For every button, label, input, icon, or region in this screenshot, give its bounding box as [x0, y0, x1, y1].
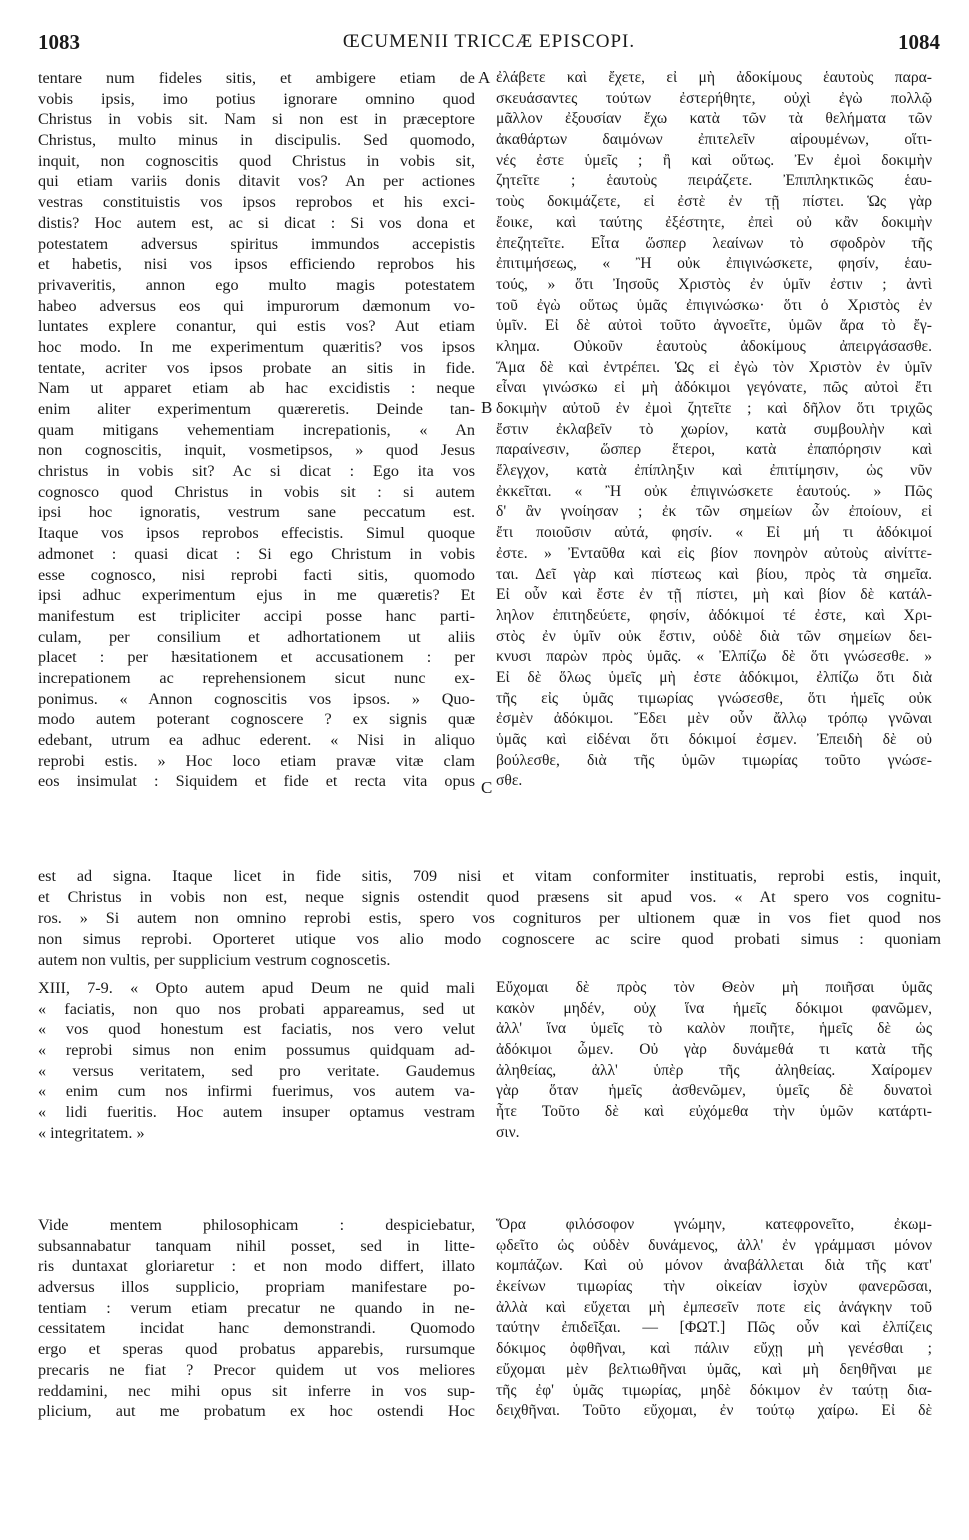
- text-line: Ὅρα φιλόσοφον γνώμην, κατεφρονεῖτο, ἐκωμ-: [496, 1216, 932, 1233]
- latin-column-section-1: [38, 68, 475, 792]
- text-line: tentare num fideles sitis, et ambigere etiam de: [38, 69, 475, 87]
- text-line: enim aliter experimentum quæreretis. Deinde tan-: [38, 400, 475, 418]
- running-title: ŒCUMENII TRICCÆ EPISCOPI.: [342, 31, 636, 52]
- text-line: ἐκκεῖται. « Ἢ οὐκ ἐπιγινώσκετε ἑαυτούς. » Πῶς: [496, 482, 932, 500]
- text-line: edebant, utrum ea adhuc ederent. « Nisi in aliquo: [38, 731, 475, 749]
- text-line: ἐπιτιμήσεως, « Ἢ οὐκ ἐπιγινώσκετε, φησίν, ἑαυ-: [496, 255, 932, 273]
- text-line: reddamini, nec mihi opus sit inferre in vos sup-: [38, 1381, 475, 1400]
- full-width-text: [38, 866, 941, 971]
- text-line: et habetis, nisi vos ipsos efficiendo reprobos his: [38, 255, 475, 274]
- text-line: τῆς εἰς ὑμᾶς τιμωρίας γνώσεσθε, ὅτι ἡμεῖς οὐκ: [496, 689, 932, 707]
- page-number-left: 1083: [38, 30, 80, 54]
- text-line: hoc modo. In me experimentum quæritis? vos ipsos: [38, 337, 475, 356]
- page-number-right: 1084: [898, 30, 940, 54]
- text-line: admonet : quasi dicat : Si ego Christum in vobis: [38, 544, 475, 563]
- text-line: tentate, acriter vos ipsos probate an sitis in fide.: [38, 358, 475, 377]
- text-line: autem non vultis, per supplicium vestrum cognoscetis.: [38, 951, 391, 969]
- text-line: ζητεῖτε ; ἑαυτοὺς πειράζετε. Ἐπιπληκτικῶς ἑαυ-: [496, 172, 932, 190]
- text-line: στὸς ἐν ὑμῖν οὐκ ἔστιν, οὐδὲ διὰ τῶν σημείων δει-: [496, 627, 932, 645]
- text-line: manifestum est tripliciter accipi posse hanc parti-: [38, 606, 475, 625]
- text-line: culam, per consilium et adhortationem ut aliis: [38, 627, 475, 646]
- text-line: precaris ne fiat ? Precor quidem ut vos meliores: [38, 1360, 475, 1379]
- text-line: Christus, multo minus in discipulis. Sed quomodo,: [38, 131, 475, 150]
- text-line: esse cognosco, nisi reprobi facti sitis, quomodo: [38, 565, 475, 584]
- text-line: ἐστε. » Ἐνταῦθα καὶ εἰς βίον πονηρὸν αὐτοὺς αἰνίττε-: [496, 544, 932, 562]
- margin-marker-b: B: [481, 398, 493, 417]
- text-line: παραίνεσιν, ὥσπερ ἕτεροι, κατὰ ἐπαπόρησιν καὶ: [496, 441, 932, 459]
- text-line: ἔλεγχον, κατὰ ἐπίπληξιν καὶ ἐπιτίμησιν, ὡς νῦν: [496, 462, 932, 480]
- text-line: κλημα. Οὐκοῦν ἑαυτοὺς ἀδοκίμους ἀπειργάσασθε.: [496, 337, 932, 355]
- text-line: ris duntaxat gloriaretur : et non modo differt, illato: [38, 1257, 475, 1276]
- text-line: βούλεσθε, διὰ τῆς ὑμῶν τιμωρίας τοῦτο γνώσε-: [496, 751, 932, 769]
- text-line: vestras constituistis vos ipsos reprobos et his exci-: [38, 193, 475, 212]
- text-line: γὰρ ὅταν ἡμεῖς ἀσθενῶμεν, ὑμεῖς δὲ δυνατοὶ: [496, 1082, 932, 1100]
- text-line: τούς, » ὅτι Ἰησοῦς Χριστὸς ἐν ὑμῖν ἐστιν ; ἀντὶ: [496, 275, 932, 293]
- text-line: ὑμῖν. Εἰ δὲ αὐτοὶ τοῦτο ἀγνοεῖτε, ὑμῶν ἄρα τὸ ἔγ-: [496, 317, 932, 335]
- text-line: ponimus. « Annon cognoscitis vos ipsos. » Quo-: [38, 689, 475, 708]
- text-line: non simus reprobi. Oporteret utique vos alio modo cognoscere ac scire quod probati simus : quoniam: [38, 930, 941, 948]
- text-line: « enim cum nos infirmi fuerimus, vos autem va-: [38, 1082, 475, 1101]
- text-line: ῳδεῖτο ὡς οὐδὲν δυνάμενος, ἀλλ' ἐν γράμμασι μόνον: [496, 1236, 932, 1254]
- greek-column-section-2: [496, 978, 932, 1144]
- latin-column-section-2: [38, 978, 475, 1144]
- text-line: δειχθῆναι. Τοῦτο εὔχομαι, ἐν τούτῳ χαίρω. Εἰ δὲ: [496, 1402, 932, 1420]
- text-line: et Christus in vobis non est, neque signis ostendit quod præsens sit apud vos. « At spero vos cognitu-: [38, 888, 941, 906]
- text-line: σθε.: [496, 772, 523, 790]
- text-line: cognosco quod Christus in vobis sit : si autem: [38, 482, 475, 501]
- text-line: Vide mentem philosophicam : despiciebatur,: [38, 1216, 475, 1234]
- text-line: ληλον ἐπιτηδεύετε, φησίν, ἀδόκιμοί τέ ἐστε, καὶ Χρι-: [496, 606, 932, 624]
- text-line: ἀλλ' ἵνα ὑμεῖς τὸ καλὸν ποιῆτε, ἡμεῖς δὲ ὡς: [496, 1020, 932, 1038]
- text-line: ἐσμὲν ἀδόκιμοι. Ἔδει μὲν οὖν ἄλλῳ τρόπῳ γνῶναι: [496, 710, 932, 728]
- text-line: modo autem poterant cognoscere ? ex signis quæ: [38, 710, 475, 729]
- text-line: σιν.: [496, 1123, 520, 1141]
- text-line: luntates explere conantur, qui estis vos? Aut etiam: [38, 317, 475, 336]
- text-line: ipsi hoc ignoratis, vestrum sane peccatum est.: [38, 503, 475, 522]
- text-line: εἶναι γινώσκω εἰ μὴ ἀδόκιμοι γεγόνατε, πῶς αὐτοὶ ἔτι: [496, 379, 932, 397]
- text-line: Εἰ οὖν καὶ ἔστε ἐν τῇ πίστει, μὴ καὶ βίον δὲ κατάλ-: [496, 586, 932, 604]
- text-line: adversus illos supplicio, propriam manifestare po-: [38, 1278, 475, 1297]
- text-line: qui etiam variis donis ditavit vos? An per actiones: [38, 172, 475, 191]
- text-line: habeo adversus eos qui impurorum dæmonum vo-: [38, 296, 475, 315]
- text-line: μᾶλλον ἐξουσίαν ἔχω κατὰ τῶν τὰ θελήματα τῶν: [496, 110, 932, 128]
- text-line: vobis ipsis, imo potius ignorare omnino quod: [38, 89, 475, 108]
- text-line: Εἰ δὲ ὅλως ὑμεῖς μὴ ἐστε ἀδόκιμοι, ἐλπίζω ὅτι διὰ: [496, 668, 932, 686]
- text-line: « faciatis, non quo nos probati appareamus, sed ut: [38, 999, 475, 1018]
- text-line: ἦτε Τοῦτο δὲ καὶ εὐχόμεθα τὴν ὑμῶν κατάρτι-: [496, 1103, 932, 1121]
- text-line: ἔοικε, καὶ ταύτης ἐξέστητε, ἐπεὶ οὐ κἂν δοκιμὴν: [496, 213, 932, 231]
- text-line: privaveritis, annon ego multo magis potestatem: [38, 275, 475, 294]
- text-line: ἐπεζητεῖτε. Εἶτα ὥσπερ λεαίνων τὸ σφοδρὸν τῆς: [496, 234, 932, 252]
- text-line: σκευάσαντες τούτων ἐστερήθητε, οὐχὶ ἐγὼ πολλῷ: [496, 89, 932, 107]
- greek-column-section-3: [496, 1215, 932, 1422]
- margin-marker-c: C: [481, 778, 493, 797]
- text-line: XIII, 7-9. « Opto autem apud Deum ne quid mali: [38, 979, 475, 997]
- text-line: ros. » Si autem non omnino reprobi estis, spero vos cogniturοs per ultionem quæ in vos fiet quod nos: [38, 909, 941, 927]
- text-line: tentiam : verum etiam precatur ne quando in ne-: [38, 1298, 475, 1317]
- text-line: Nam ut apparet etiam ab hac excidistis : neque: [38, 379, 475, 398]
- text-line: reprobi estis. » Hoc loco etiam pravæ vitæ clam: [38, 751, 475, 770]
- text-line: ἀληθείας, ἀλλ' ὑπὲρ τῆς ἀληθείας. Χαίρομεν: [496, 1061, 932, 1079]
- text-line: ταύτην ἐπιδεῖξαι. — [ΦΩΤ.] Πῶς οὖν καὶ ἐλπίζεις: [496, 1319, 932, 1337]
- text-line: ἔστιν ἐκλαβεῖν τὸ χωρίον, κατὰ συμβουλὴν καὶ: [496, 420, 932, 438]
- text-line: distis? Hoc autem est, ac si dicat : Si vos dona et: [38, 213, 475, 232]
- text-line: subsannabatur tanquam nihil posset, sed in litte-: [38, 1236, 475, 1255]
- text-line: τῆς ἐφ' ὑμᾶς τιμωρίας, μηδὲ δόκιμον ἐν ταύτῃ δια-: [496, 1381, 932, 1399]
- text-line: Εὔχομαι δὲ πρὸς τὸν Θεὸν μὴ ποιῆσαι ὑμᾶς: [496, 979, 932, 996]
- text-line: placet : per hæsitationem et accusationem : per: [38, 648, 475, 667]
- text-line: ἀκαθάρτων δαιμόνων ἐπιτελεῖν αἱρουμένων, οἵτι-: [496, 131, 932, 149]
- text-line: « integritatem. »: [38, 1123, 145, 1142]
- text-line: Ἅμα δὲ καὶ ἐντρέπει. Ὡς εἰ ἐγὼ τὸν Χριστὸν ἐν ὑμῖν: [496, 358, 932, 376]
- text-line: ergo et speras quod probatus apparebis, rursumque: [38, 1340, 475, 1359]
- text-line: κομπάζων. Καὶ οὐ μόνον ἀναβάλλεται διὰ τῆς κατ': [496, 1257, 932, 1275]
- text-line: Christus in vobis sit. Nam si non est in præceptore: [38, 110, 475, 129]
- text-line: « vos quod honestum est faciatis, nos vero velut: [38, 1020, 475, 1039]
- text-line: ἀδόκιμοι ὦμεν. Οὐ γὰρ δυνάμεθά τι κατὰ τῆς: [496, 1041, 932, 1059]
- text-line: ται. Δεῖ γὰρ καὶ πίστεως καὶ βίου, πρὸς τὰ σημεῖα.: [496, 565, 932, 583]
- latin-column-section-3: [38, 1215, 475, 1422]
- text-line: ἔτι ποιοῦσιν αὐτά, φησίν. « Εἰ μή τι ἀδόκιμοί: [496, 524, 932, 542]
- text-line: τοὺς δοκιμάζετε, εἰ ἐστὲ ἐν τῇ πίστει. Ὡς γὰρ: [496, 193, 932, 211]
- greek-column-section-1: [496, 68, 932, 792]
- margin-marker-a: A: [478, 68, 491, 87]
- text-line: κακὸν μηδέν, οὐχ ἵνα ἡμεῖς δόκιμοι φανῶμεν,: [496, 999, 932, 1017]
- text-line: « versus veritatem, sed pro veritate. Gaudemus: [38, 1061, 475, 1080]
- text-line: eos insimulat : Siquidem et fide et recta vita opus: [38, 772, 475, 791]
- text-line: δόκιμος ὀφθῆναι, καὶ πάλιν εὔχῃ μὴ γενέσθαι ;: [496, 1340, 932, 1358]
- text-line: increpationem ac reprehensionem sicut nunc ex-: [38, 668, 475, 687]
- text-line: « reprobi simus non enim possumus quidquam ad-: [38, 1041, 475, 1060]
- text-line: quam mitigans vehementiam increpationis, « An: [38, 420, 475, 439]
- text-line: ἀλλὰ καὶ εὔχεται μὴ ἐμπεσεῖν ποτε εἰς ἀνάγκην τοῦ: [496, 1298, 932, 1316]
- text-line: inquit, non cognoscitis quod Christus in vobis sit,: [38, 151, 475, 170]
- text-line: νές ἐστε ὑμεῖς ; ἢ καὶ οὕτως. Ἐν ἐμοὶ δοκιμὴν: [496, 151, 932, 169]
- text-line: εὔχομαι μὲν βελτιωθῆναι ὑμᾶς, καὶ μὴ δεηθῆναι με: [496, 1360, 932, 1378]
- text-line: « lidi fueritis. Hoc autem insuper optamus vestram: [38, 1103, 475, 1122]
- text-line: est ad signa. Itaque licet in fide sitis, 709 nisi et vitam conformiter instituatis, reprobi estis, inquit,: [38, 867, 941, 885]
- text-line: τοῦ ἐγὼ οὕτως ὑμᾶς ἐπιγινώσκω· ὅτι ὁ Χριστὸς ἐν: [496, 296, 932, 314]
- text-line: δοκιμὴν αὐτοῦ ἐν ἐμοὶ ζητεῖτε ; καὶ δῆλον ὅτι τριχῶς: [496, 400, 932, 417]
- text-line: κνυσι παρὼν πρὸς ὑμᾶς. « Ἐλπίζω δὲ ὅτι γνώσεσθε. »: [496, 648, 932, 666]
- text-line: ipsi adhuc experimentum ejus in me quæretis? Et: [38, 586, 475, 605]
- text-line: ἐκείνων τιμωρίας τὴν οἰκείαν ἰσχὺν φανερῶσαι,: [496, 1278, 932, 1296]
- text-line: ἐλάβετε καὶ ἔχετε, εἰ μὴ ἀδοκίμους ἑαυτοὺς παρα-: [496, 69, 932, 86]
- text-line: non cognoscitis, inquit, vosmetipsos, » quod Jesus: [38, 441, 475, 460]
- text-line: cessitatem incidat hanc demonstrandi. Quomodo: [38, 1319, 475, 1338]
- text-line: potestatem adversus spiritus immundos accepistis: [38, 234, 475, 253]
- text-line: christus in vobis sit? Ac si dicat : Ego ita vos: [38, 462, 475, 481]
- text-line: Itaque vos ipsos reprobos effecistis. Simul quoque: [38, 524, 475, 543]
- text-line: δ' ἂν γνοίησαν ; ἐκ τῶν σημείων ὧν ἐποίουν, εἰ: [496, 503, 932, 521]
- text-line: ὑμᾶς καὶ εἰδέναι ὅτι δόκιμοί ἐσμεν. Ἐπειδὴ δὲ οὐ: [496, 731, 932, 748]
- page-header: [38, 30, 940, 56]
- text-line: plicium, aut me probatum ex hoc ostendi Hoc: [38, 1402, 475, 1421]
